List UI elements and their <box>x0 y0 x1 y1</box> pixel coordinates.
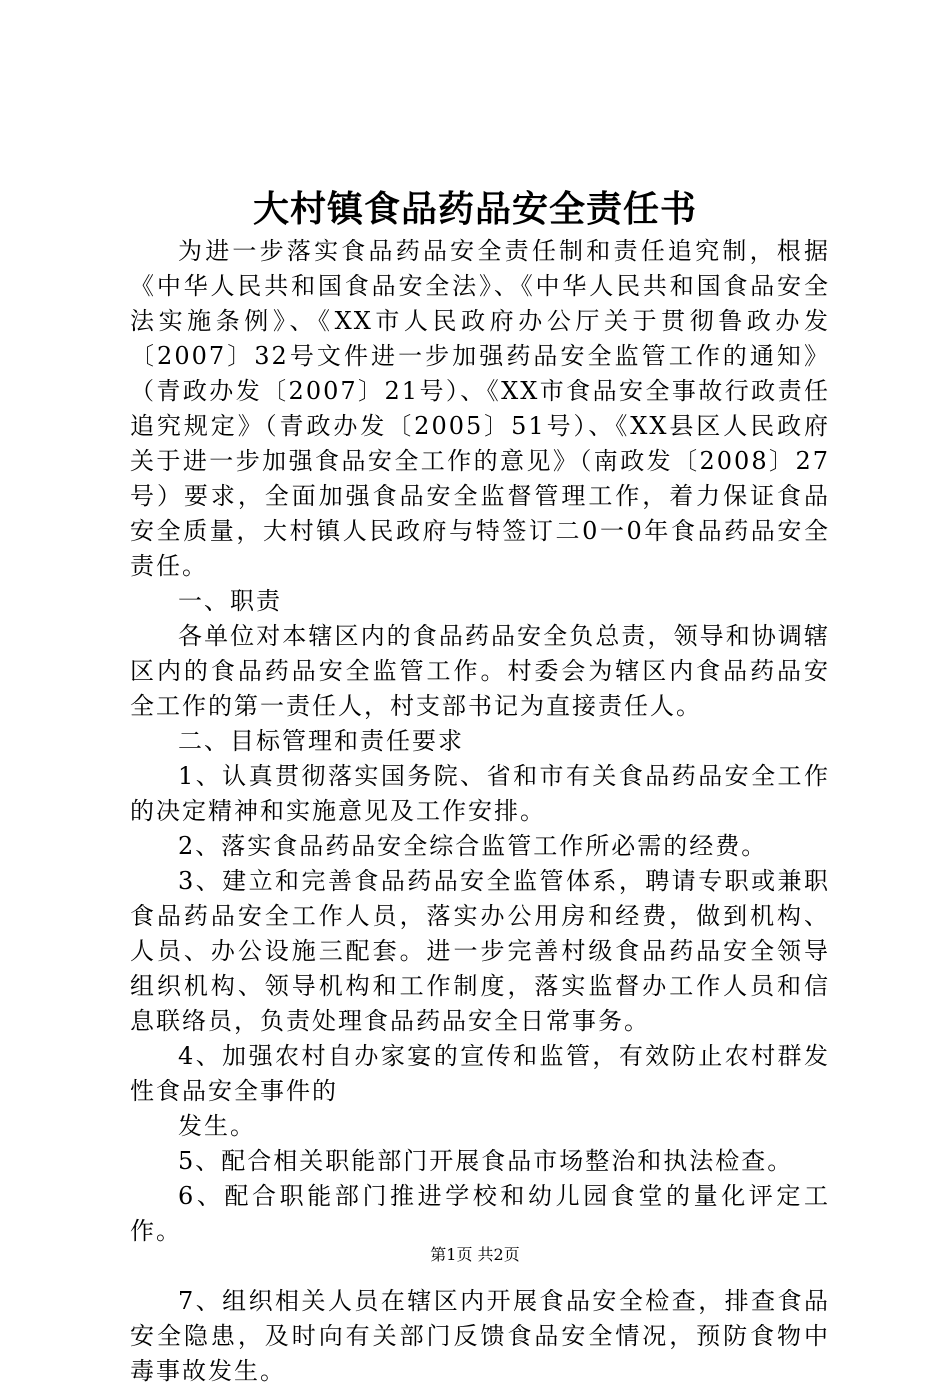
paragraph-item-1: 1、认真贯彻落实国务院、省和市有关食品药品安全工作的决定精神和实施意见及工作安排。 <box>130 762 830 825</box>
paragraph-item-3: 3、建立和完善食品药品安全监管体系，聘请专职或兼职食品药品安全工作人员，落实办公用房和经费，做到机构、人员、办公设施三配套。进一步完善村级食品药品安全领导组织机构、领导机构和工作制度，落实监督办工作人员和信息联络员，负责处理食品药品安全日常事务。 <box>130 867 830 1035</box>
paragraph-intro: 为进一步落实食品药品安全责任制和责任追究制，根据《中华人民共和国食品安全法》、《中华人民共和国食品安全法实施条例》、《XX市人民政府办公厅关于贯彻鲁政办发〔2007〕32号文件进一步加强药品安全监管工作的通知》（青政办发〔2007〕21号）、《XX市食品安全事故行政责任追究规定》（青政办发〔2005〕51号）、《XX县区人民政府关于进一步加强食品安全工作的意见》（南政发〔2008〕27号）要求，全面加强食品安全监督管理工作，着力保证食品安全质量，大村镇人民政府与特签订二0一0年食品药品安全责任。 <box>130 237 830 580</box>
paragraph-item-6: 6、配合职能部门推进学校和幼儿园食堂的量化评定工作。 <box>130 1182 830 1245</box>
section-heading-duties: 一、职责 <box>178 587 282 615</box>
section-heading-goals: 二、目标管理和责任要求 <box>178 727 464 755</box>
paragraph-item-2: 2、落实食品药品安全综合监管工作所必需的经费。 <box>178 832 768 860</box>
paragraph-item-5: 5、配合相关职能部门开展食品市场整治和执法检查。 <box>178 1147 794 1175</box>
paragraph-duties: 各单位对本辖区内的食品药品安全负总责，领导和协调辖区内的食品药品安全监管工作。村委会为辖区内食品药品安全工作的第一责任人，村支部书记为直接责任人。 <box>130 622 830 720</box>
paragraph-item-7: 7、组织相关人员在辖区内开展食品安全检查，排查食品安全隐患，及时向有关部门反馈食品安全情况，预防食物中毒事故发生。 <box>130 1287 830 1385</box>
paragraph-item-4: 4、加强农村自办家宴的宣传和监管，有效防止农村群发性食品安全事件的 <box>130 1042 830 1105</box>
page-footer: 第1页 共2页 <box>430 1245 520 1264</box>
document-body <box>130 234 830 1389</box>
document-title: 大村镇食品药品安全责任书 <box>252 188 697 230</box>
paragraph-item-4-continued: 发生。 <box>178 1112 256 1140</box>
